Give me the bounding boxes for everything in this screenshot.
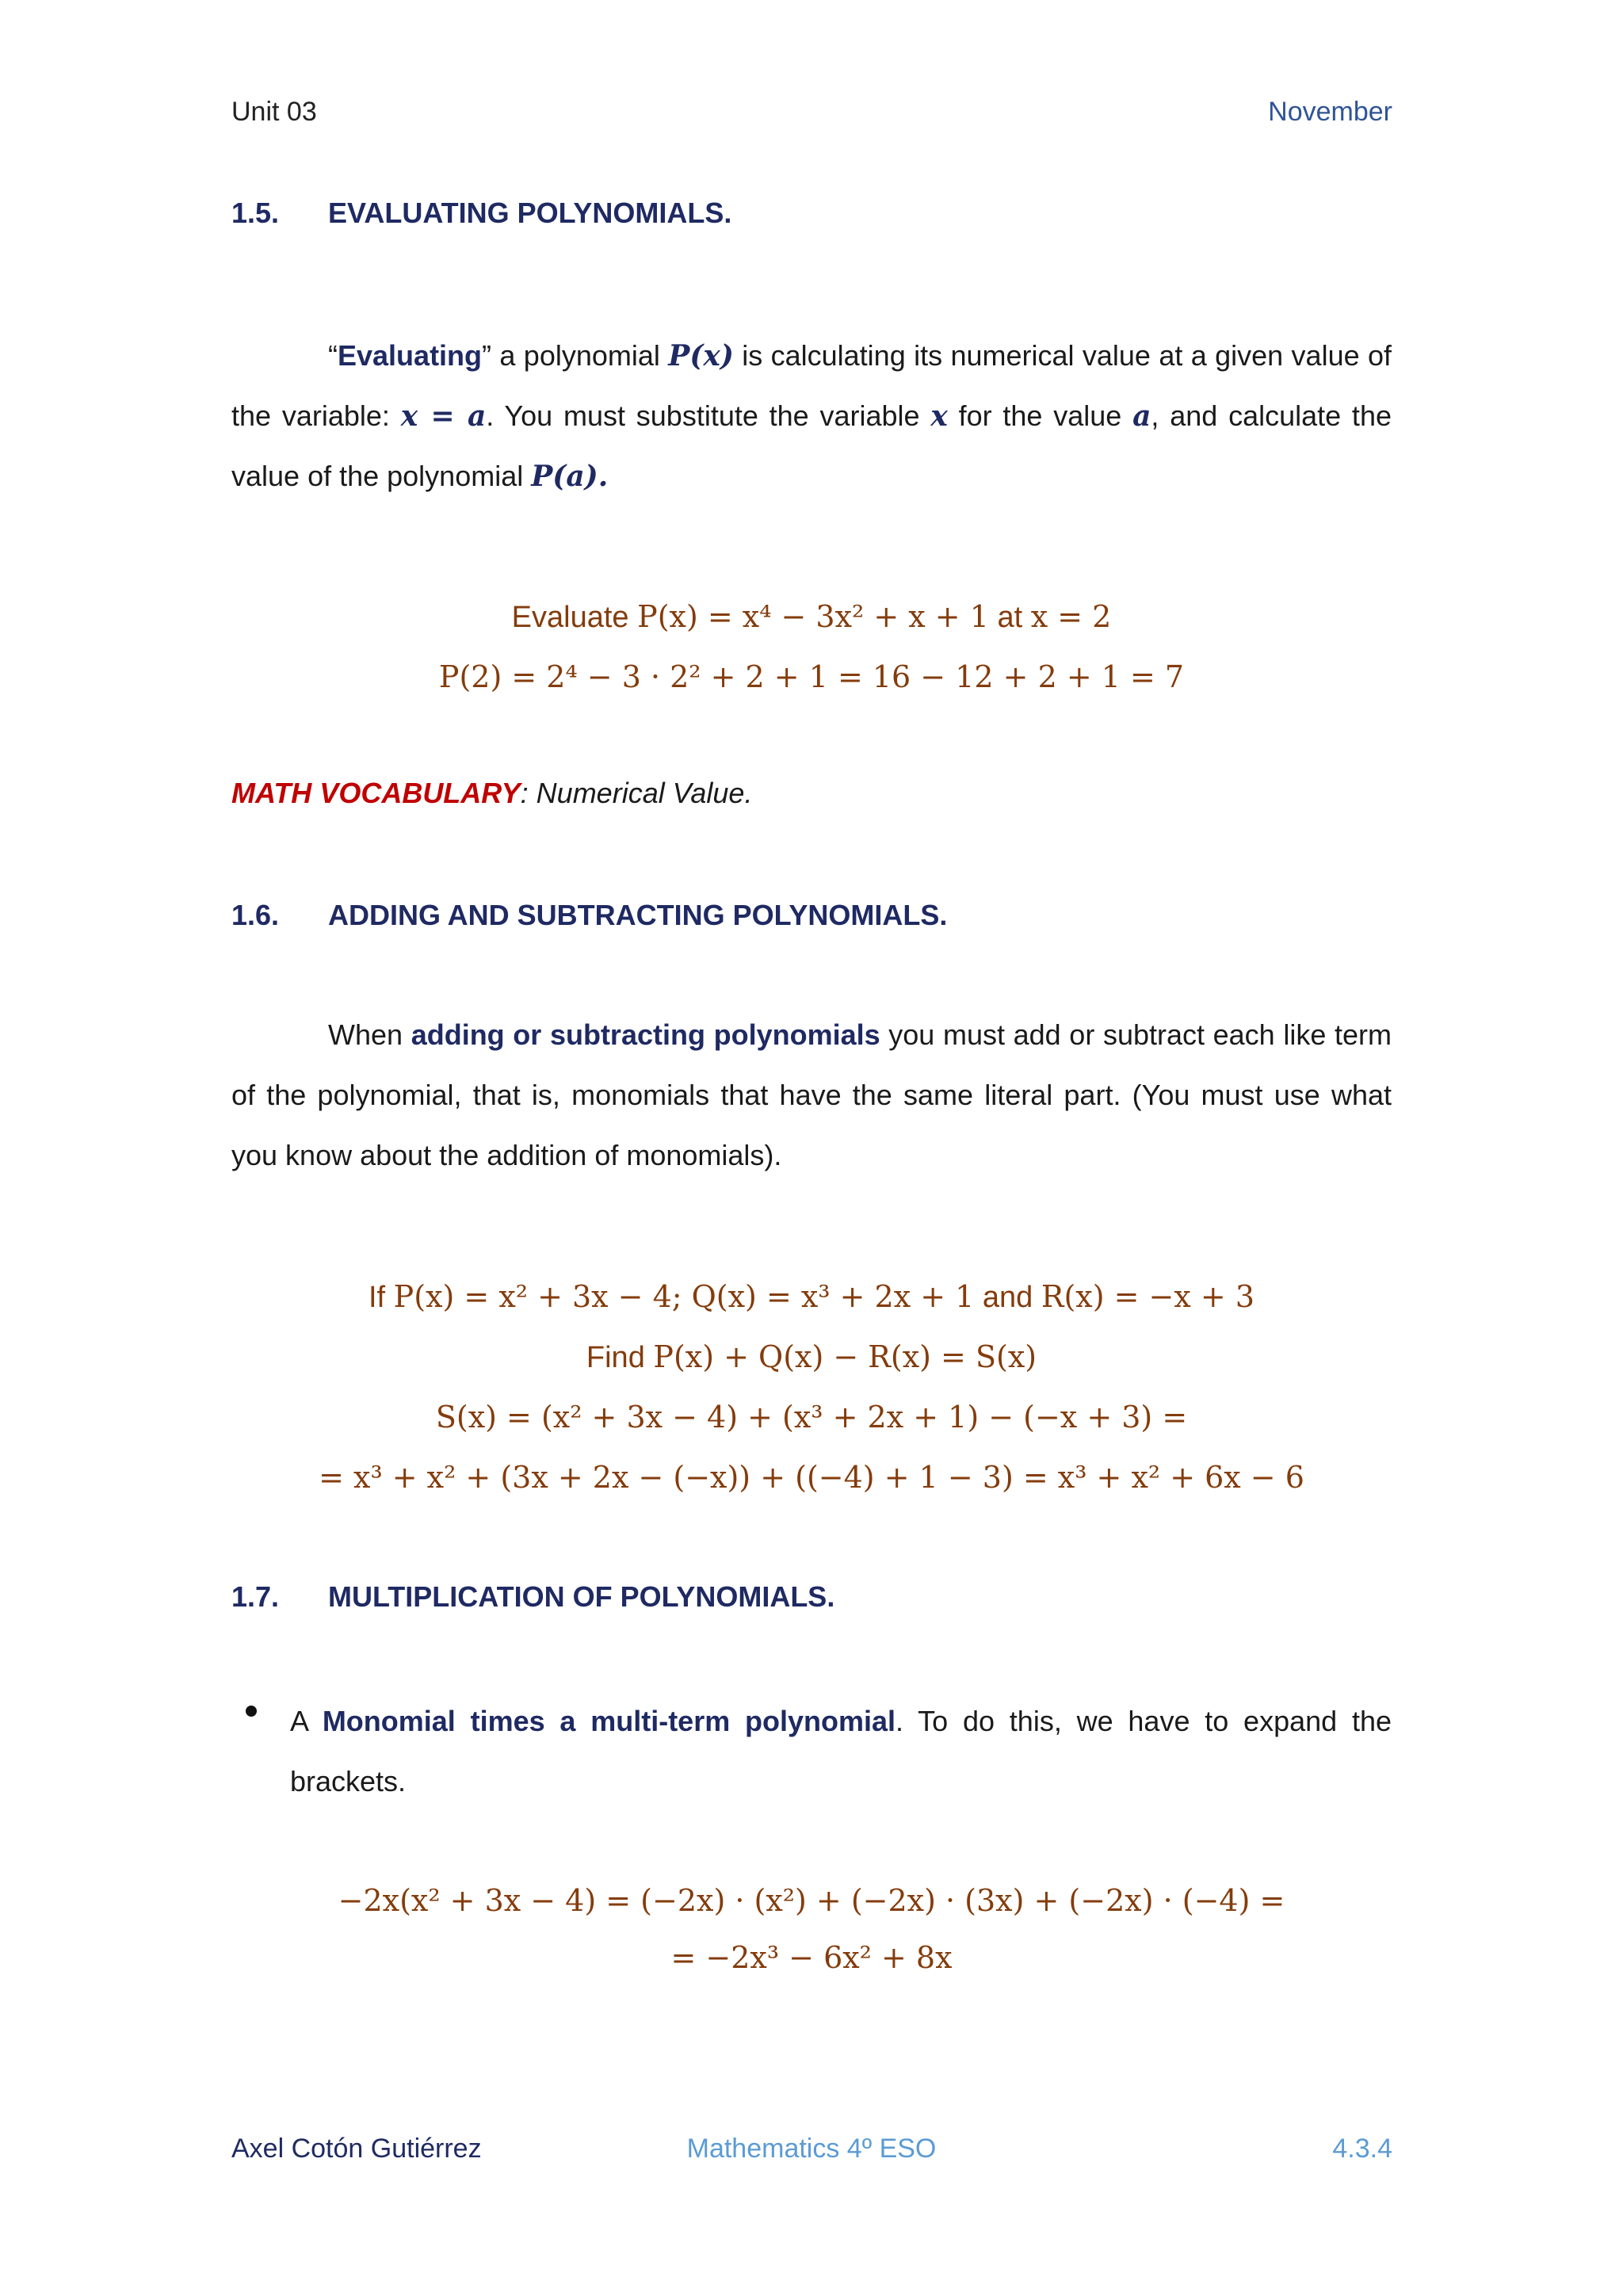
example-adding-line-2 [231, 1327, 1392, 1388]
footer-course: Mathematics 4º ESO [686, 2134, 937, 2164]
footer-author: Axel Cotón Gutiérrez [231, 2134, 482, 2164]
section-heading-1-5 [231, 197, 731, 230]
math-expression: P(x) = x² + 3x − 4; Q(x) = x³ + 2x + 1 [393, 1279, 975, 1314]
example-evaluate-line-2 [231, 647, 1392, 708]
section-title: EVALUATING POLYNOMIALS. [328, 197, 732, 229]
text: If [368, 1281, 394, 1314]
header-month: November [1268, 97, 1392, 127]
math-expression: P(x) + Q(x) − R(x) = S(x) [653, 1339, 1037, 1374]
evaluating-paragraph [231, 326, 1392, 506]
text: and [974, 1281, 1041, 1314]
section-number: 1.7. [231, 1580, 280, 1613]
text: When [328, 1018, 411, 1051]
math-expression: x = 2 [1030, 599, 1112, 634]
section-number: 1.5. [231, 197, 280, 229]
example-multiply-line-2 [231, 1927, 1392, 1988]
section-heading-1-7 [231, 1580, 834, 1614]
example-adding-line-1 [231, 1266, 1392, 1328]
text: A [290, 1705, 323, 1737]
bullet-item [290, 1691, 1392, 1812]
math-expression: R(x) = −x + 3 [1041, 1279, 1254, 1314]
term-adding-subtracting: adding or subtracting polynomials [411, 1018, 880, 1051]
math-expression: P(x) [668, 339, 734, 372]
math-expression: −2x(x² + 3x − 4) = (−2x) · (x²) + (−2x) · (3x) + (−2x) · (−4) = [338, 1883, 1285, 1918]
quote-open: “ [328, 339, 338, 372]
section-number: 1.6. [231, 899, 280, 931]
text: . To do this, we have to expand the brackets. [290, 1705, 1392, 1797]
text: you must add or subtract each like term of the polynomial, that is, monomials that have the same literal part. (You must use what you know about the addition of monomials). [231, 1018, 1392, 1171]
text: ” a polynomial [482, 339, 669, 372]
adding-paragraph [231, 1005, 1392, 1186]
math-expression: P(2) = 2⁴ − 3 · 2² + 2 + 1 = 16 − 12 + 2 + 1 = 7 [438, 659, 1185, 694]
example-adding-line-3 [231, 1387, 1392, 1448]
term-monomial-times: Monomial times a multi-term polynomial [322, 1705, 896, 1737]
math-expression: S(x) = (x² + 3x − 4) + (x³ + 2x + 1) − (−x + 3) = [435, 1400, 1188, 1435]
text: . You must substitute the variable [486, 399, 931, 432]
term-evaluating: Evaluating [338, 339, 483, 372]
text: at [988, 601, 1031, 634]
math-expression: = x³ + x² + (3x + 2x − (−x)) + ((−4) + 1 − 3) = x³ + x² + 6x − 6 [319, 1460, 1304, 1495]
example-adding-line-4 [231, 1447, 1392, 1508]
section-title: ADDING AND SUBTRACTING POLYNOMIALS. [328, 899, 948, 931]
math-expression: x = a [400, 399, 487, 433]
text: Find [586, 1341, 654, 1374]
section-heading-1-6 [231, 899, 947, 932]
vocab-text: : Numerical Value. [520, 777, 753, 809]
math-expression: x [930, 399, 948, 433]
section-title: MULTIPLICATION OF POLYNOMIALS. [328, 1580, 835, 1613]
math-expression: P(a). [531, 460, 609, 493]
vocab-label: MATH VOCABULARY [231, 777, 521, 809]
header-unit: Unit 03 [231, 97, 317, 127]
math-expression: = −2x³ − 6x² + 8x [670, 1940, 953, 1975]
math-vocabulary [231, 777, 752, 810]
bullet-icon [246, 1706, 257, 1717]
math-expression: a [1132, 399, 1151, 433]
text: , and calculate the value of the polynomial [231, 399, 1392, 492]
example-evaluate-line-1 [231, 586, 1392, 648]
example-multiply-line-1 [231, 1870, 1392, 1931]
text: for the value [947, 399, 1133, 432]
text: is calculating its numerical value at a given value of the variable: [231, 339, 1392, 432]
footer-page-number: 4.3.4 [1332, 2134, 1392, 2164]
text: Evaluate [511, 601, 638, 634]
math-expression: P(x) = x⁴ − 3x² + x + 1 [637, 599, 989, 634]
